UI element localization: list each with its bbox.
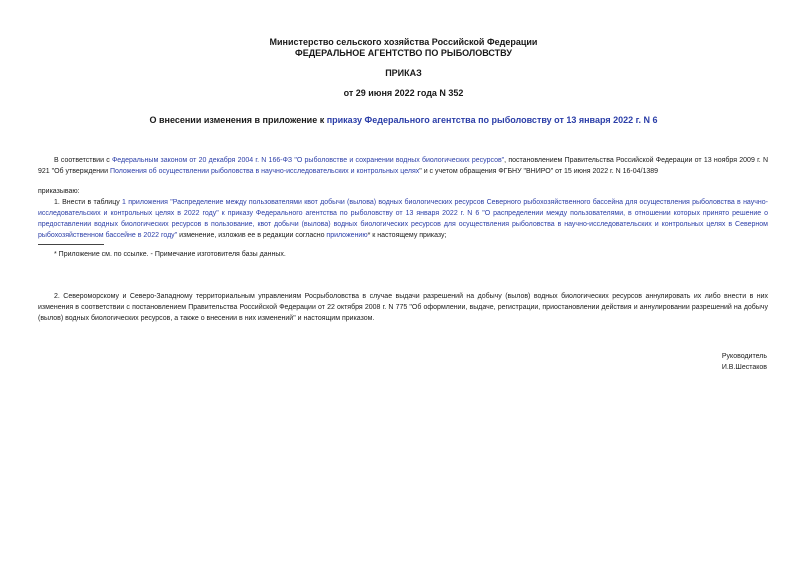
signature-role: Руководитель <box>721 353 767 360</box>
federal-law-link[interactable]: Федеральным законом от 20 декабря 2004 г. N 166-ФЗ "О рыболовстве и сохранении водных биологических ресурсов" <box>111 157 505 164</box>
item1-text-2: изменение, изложив ее в редакции согласно <box>177 232 327 239</box>
doc-title <box>0 115 807 126</box>
footnote: * Приложение см. по ссылке. - Примечание изготовителя базы данных. <box>54 251 286 258</box>
preamble-text-1: В соответствии с <box>54 157 112 164</box>
ministry-name: Министерство сельского хозяйства Российской Федерации <box>269 37 538 47</box>
preamble-paragraph <box>38 155 768 177</box>
appendix-link[interactable]: приложению <box>326 232 368 239</box>
preamble-text-2: , постановлением Правительства Российской Федерации от 13 ноября 2009 г. N 921 "Об утверждении <box>38 157 769 175</box>
item-2-paragraph: 2. Североморскому и Северо-Западному территориальным управлениям Росрыболовства в случае выдачи разрешений на добычу (вылов) водных биологических ресурсов аннулировать их либо внести в них изменения в соответствии с постановлением Правительства Российской Федерации от 22 октября 2008 г. N 775 "Об оформлении, выдаче, регистрации, приостановлении действия и аннулировании разрешений на добычу (вылов) водных биологических ресурсов, а также о внесении в них изменений" и настоящим приказом. <box>38 293 768 322</box>
footnote-separator <box>38 244 104 245</box>
item1-text-3: * к настоящему приказу; <box>367 232 447 239</box>
title-link[interactable]: приказу Федерального агентства по рыболовству от 13 января 2022 г. N 6 <box>326 115 658 125</box>
order-word: приказываю: <box>38 188 80 195</box>
preamble-text-3: " и с учетом обращения ФГБНУ "ВНИРО" от 15 июня 2022 г. N 16-04/1389 <box>419 168 659 175</box>
doc-date-number: от 29 июня 2022 года N 352 <box>343 88 464 98</box>
table-appendix-link[interactable]: 1 приложения "Распределение между пользователями квот добычи (вылова) водных биологических ресурсов Северного рыбохозяйственного бассейна для осуществления рыболовства в научно-исследовательских и контрольных целях в 2022 году" к приказу Федерального агентства по рыболовству от 13 января 2022 г. N 6 "О распределении между пользователями, в отношении которых принято решение о предоставлении водных биологических ресурсов в пользование, квот добычи (вылова) водных биологических ресурсов для осуществления рыболовства в научно-исследовательских и контрольных целях в Северном рыбохозяйственном бассейне в 2022 году" <box>38 199 768 239</box>
item-1-paragraph <box>38 197 768 241</box>
agency-name: ФЕДЕРАЛЬНОЕ АГЕНТСТВО ПО РЫБОЛОВСТВУ <box>295 48 512 58</box>
signature-name: И.В.Шестаков <box>721 364 767 371</box>
title-prefix: О внесении изменения в приложение к <box>149 115 327 125</box>
doc-type: ПРИКАЗ <box>385 68 422 78</box>
item1-text-1: 1. Внести в таблицу <box>54 199 123 206</box>
regulation-link[interactable]: Положения об осуществлении рыболовства в научно-исследовательских и контрольных целях <box>109 168 420 175</box>
